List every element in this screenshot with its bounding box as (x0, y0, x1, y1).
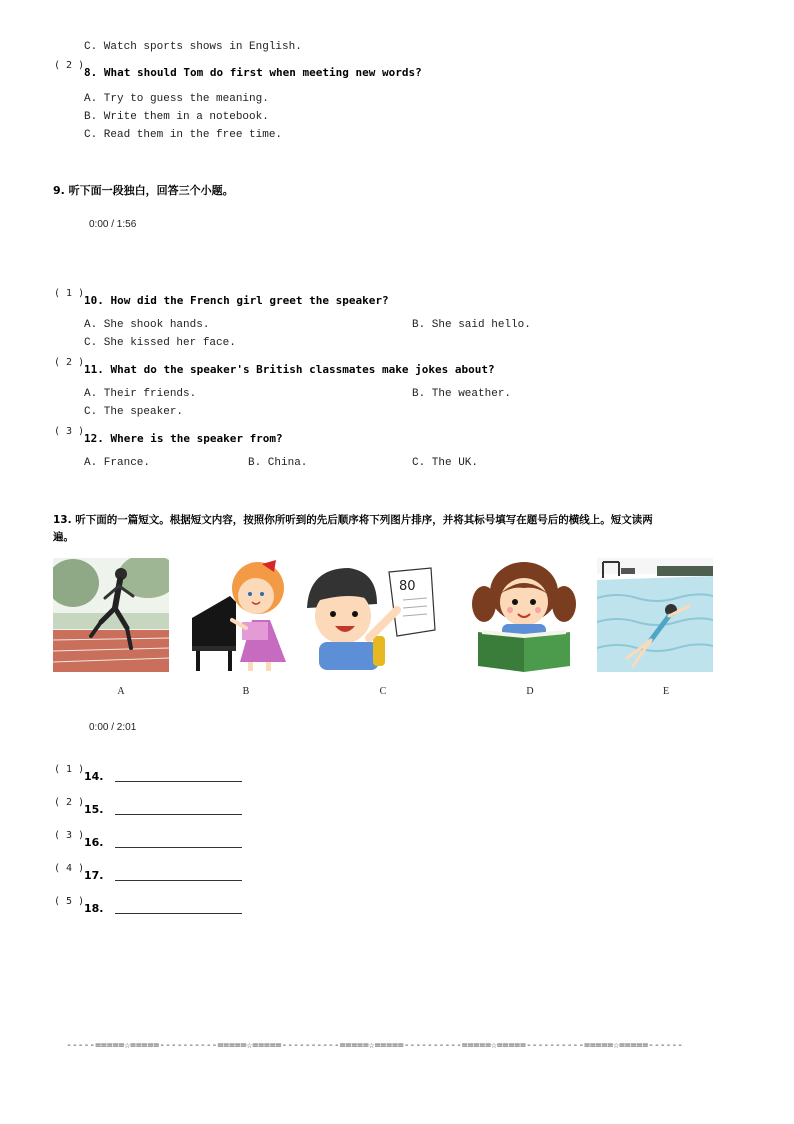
image-label-e: E (662, 686, 670, 697)
q8-option-c: C. Read them in the free time. (84, 129, 283, 141)
q11-option-b: B. The weather. (412, 388, 512, 400)
q9-instruction: 9. 听下面一段独白，回答三个小题。 (53, 184, 234, 197)
q8-option-b: B. Write them in a notebook. (84, 111, 269, 123)
q8-option-a: A. Try to guess the meaning. (84, 93, 269, 105)
q18-sub-number: ( 5 ) (54, 896, 85, 907)
q13-instruction-line2: 遍。 (53, 531, 74, 543)
q18-answer-blank[interactable] (115, 913, 242, 914)
q14-sub-number: ( 1 ) (54, 764, 85, 775)
q16-number: 16. (84, 836, 104, 849)
image-label-b: B (242, 686, 250, 697)
boy-with-test-paper-icon (303, 558, 419, 672)
running-man-icon (53, 558, 169, 672)
q10-option-c: C. She kissed her face. (84, 337, 236, 349)
q8-question: 8. What should Tom do first when meeting new words? (84, 66, 422, 79)
q15-answer-blank[interactable] (115, 814, 242, 815)
q7-option-c: C. Watch sports shows in English. (84, 41, 302, 53)
q15-sub-number: ( 2 ) (54, 797, 85, 808)
q15-number: 15. (84, 803, 104, 816)
svg-text:80: 80 (399, 579, 416, 594)
q11-option-a: A. Their friends. (84, 388, 197, 400)
image-label-d: D (526, 686, 534, 697)
q14-number: 14. (84, 770, 104, 783)
q14-answer-blank[interactable] (115, 781, 242, 782)
q12-option-c: C. The UK. (412, 457, 479, 469)
q9-audio-player[interactable]: 0:00 / 1:56 (89, 219, 137, 230)
q16-sub-number: ( 3 ) (54, 830, 85, 841)
q11-sub-number: ( 2 ) (54, 357, 85, 368)
q10-sub-number: ( 1 ) (54, 288, 85, 299)
q12-question: 12. Where is the speaker from? (84, 432, 283, 445)
q11-question: 11. What do the speaker's British classmates make jokes about? (84, 363, 495, 376)
girl-playing-piano-icon (190, 558, 306, 672)
q10-option-a: A. She shook hands. (84, 319, 210, 331)
q13-instruction-line1: 13. 听下面的一篇短文。根据短文内容，按照你所听到的先后顺序将下列图片排序，并将其标号填写在题号后的横线上。短文读两 (53, 514, 653, 526)
q10-question: 10. How did the French girl greet the speaker? (84, 294, 389, 307)
q12-sub-number: ( 3 ) (54, 426, 85, 437)
q17-sub-number: ( 4 ) (54, 863, 85, 874)
q10-option-b: B. She said hello. (412, 319, 531, 331)
footer-divider: -----=====☆=====----------=====☆=====----------=====☆=====----------=====☆=====----------=====☆=====------ (66, 1040, 683, 1051)
image-label-a: A (117, 686, 125, 697)
girl-reading-book-icon (466, 558, 582, 672)
swimmer-icon (597, 558, 713, 672)
q18-number: 18. (84, 902, 104, 915)
q8-sub-number: ( 2 ) (54, 60, 85, 71)
q11-option-c: C. The speaker. (84, 406, 184, 418)
q13-audio-player[interactable]: 0:00 / 2:01 (89, 722, 137, 733)
image-label-c: C (379, 686, 387, 697)
q16-answer-blank[interactable] (115, 847, 242, 848)
q12-option-a: A. France. (84, 457, 151, 469)
q17-answer-blank[interactable] (115, 880, 242, 881)
q17-number: 17. (84, 869, 104, 882)
q12-option-b: B. China. (248, 457, 308, 469)
